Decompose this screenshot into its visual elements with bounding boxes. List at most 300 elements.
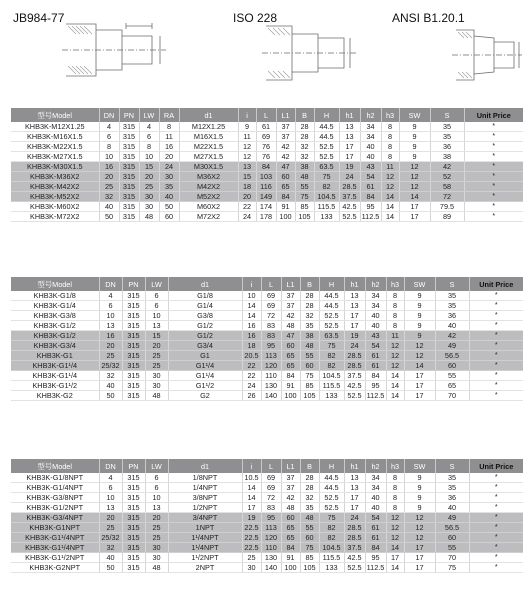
value-cell: 24 xyxy=(339,172,360,182)
value-cell: 12 xyxy=(386,523,404,533)
value-cell: 42.5 xyxy=(344,381,365,391)
column-header: H xyxy=(319,459,344,473)
value-cell: G1/2 xyxy=(168,331,242,341)
value-cell: G3/4 xyxy=(168,341,242,351)
table-row xyxy=(11,533,523,543)
value-cell: 315 xyxy=(122,553,145,563)
value-cell: 130 xyxy=(261,381,281,391)
value-cell: 315 xyxy=(119,132,139,142)
value-cell: 69 xyxy=(261,473,281,483)
value-cell: 32 xyxy=(295,142,314,152)
spec-table-g-thread xyxy=(11,277,523,401)
value-cell: 315 xyxy=(122,503,145,513)
value-cell: 315 xyxy=(122,493,145,503)
value-cell: 84 xyxy=(281,371,300,381)
table-row xyxy=(11,331,523,341)
value-cell: 315 xyxy=(122,301,145,311)
value-cell: M72X2 xyxy=(179,212,238,222)
column-header: Unit Price xyxy=(464,108,523,122)
value-cell: M16X1.5 xyxy=(179,132,238,142)
value-cell: 1NPT xyxy=(168,523,242,533)
value-cell: 28 xyxy=(300,291,319,301)
value-cell: 315 xyxy=(122,533,145,543)
value-cell: 84 xyxy=(360,192,381,202)
column-header: d1 xyxy=(168,459,242,473)
value-cell: 13 xyxy=(145,503,168,513)
value-cell: 4 xyxy=(99,291,122,301)
value-cell: 14 xyxy=(386,371,404,381)
value-cell: 12 xyxy=(386,361,404,371)
model-cell: KHB3K-G1¹/4NPT xyxy=(11,543,99,553)
value-cell: 54 xyxy=(365,513,386,523)
value-cell: 40 xyxy=(159,192,179,202)
value-cell: 8 xyxy=(381,132,399,142)
value-cell: 116 xyxy=(256,182,276,192)
value-cell: 12 xyxy=(238,152,256,162)
value-cell: 37 xyxy=(276,122,295,132)
value-cell: 133 xyxy=(319,391,344,401)
column-header: B xyxy=(300,277,319,291)
table-row xyxy=(11,523,523,533)
column-header: h3 xyxy=(386,277,404,291)
value-cell: 60 xyxy=(300,361,319,371)
value-cell: 14 xyxy=(404,361,435,371)
value-cell: 14 xyxy=(242,311,261,321)
value-cell: M36X2 xyxy=(179,172,238,182)
column-header: LW xyxy=(145,459,168,473)
column-header: h1 xyxy=(344,277,365,291)
value-cell: 63.5 xyxy=(314,162,339,172)
value-cell: 315 xyxy=(122,321,145,331)
value-cell: 8 xyxy=(381,122,399,132)
value-cell: 16 xyxy=(99,162,119,172)
price-cell: * xyxy=(469,543,523,553)
value-cell: 315 xyxy=(119,202,139,212)
value-cell: 28 xyxy=(300,301,319,311)
value-cell: 112.5 xyxy=(361,212,380,221)
price-cell: * xyxy=(469,321,523,331)
value-cell: 25 xyxy=(99,523,122,533)
column-header: DN xyxy=(99,277,122,291)
value-cell: 34 xyxy=(365,301,386,311)
value-cell: 15 xyxy=(145,331,168,341)
value-cell: 60 xyxy=(300,533,319,543)
price-cell: * xyxy=(469,331,523,341)
value-cell: 12 xyxy=(404,351,435,361)
value-cell: 104.5 xyxy=(314,192,339,202)
value-cell: 17 xyxy=(242,503,261,513)
value-cell: M12X1.25 xyxy=(179,122,238,132)
value-cell: 100 xyxy=(281,391,300,401)
value-cell: 84 xyxy=(256,162,276,172)
table-row xyxy=(11,321,523,331)
value-cell: 65 xyxy=(276,182,295,192)
value-cell: 12 xyxy=(386,351,404,361)
value-cell: 1¹/4NPT xyxy=(168,543,242,553)
value-cell: 315 xyxy=(122,361,145,371)
price-cell: * xyxy=(469,483,523,493)
value-cell: 44.5 xyxy=(319,291,344,301)
value-cell: 19 xyxy=(339,162,360,172)
value-cell: 48 xyxy=(300,513,319,523)
column-header: 型号Model xyxy=(11,459,99,473)
value-cell: 3/8NPT xyxy=(168,493,242,503)
model-cell: KHB3K-G2NPT xyxy=(11,563,99,573)
price-cell: * xyxy=(464,122,523,132)
value-cell: 32 xyxy=(300,493,319,503)
value-cell: 30 xyxy=(242,563,261,573)
value-cell: 42.5 xyxy=(344,553,365,563)
value-cell: 85 xyxy=(295,202,314,212)
price-cell: * xyxy=(464,192,523,202)
value-cell: 11 xyxy=(159,132,179,142)
value-cell: 85 xyxy=(300,553,319,563)
value-cell: 18 xyxy=(242,341,261,351)
value-cell: 69 xyxy=(256,132,276,142)
value-cell: 12 xyxy=(381,172,399,182)
value-cell: 55 xyxy=(435,543,469,553)
column-header: Unit Price xyxy=(469,277,523,291)
value-cell: 61 xyxy=(365,523,386,533)
value-cell: 16 xyxy=(99,331,122,341)
column-header: L1 xyxy=(276,108,295,122)
column-header: 型号Model xyxy=(11,277,99,291)
column-header: h2 xyxy=(365,277,386,291)
value-cell: 17 xyxy=(404,543,435,553)
model-cell: KHB3K-M42X2 xyxy=(11,182,99,192)
value-cell: 63.5 xyxy=(319,331,344,341)
value-cell: 14 xyxy=(242,483,261,493)
value-cell: 60 xyxy=(435,361,469,371)
value-cell: 52 xyxy=(430,172,464,182)
table-row xyxy=(11,122,523,132)
column-header: B xyxy=(295,108,314,122)
value-cell: 12 xyxy=(404,523,435,533)
value-cell: 12 xyxy=(404,341,435,351)
value-cell: 12 xyxy=(399,162,430,172)
value-cell: 140 xyxy=(261,391,281,401)
value-cell: 10.5 xyxy=(242,473,261,483)
value-cell: 40 xyxy=(99,381,122,391)
value-cell: 19 xyxy=(344,331,365,341)
column-header: PN xyxy=(119,108,139,122)
value-cell: 13 xyxy=(99,503,122,513)
value-cell: 95 xyxy=(365,381,386,391)
value-cell: 24 xyxy=(344,341,365,351)
value-cell: 315 xyxy=(119,212,139,222)
value-cell: 9 xyxy=(399,132,430,142)
value-cell: 14 xyxy=(386,381,404,391)
value-cell: 40 xyxy=(365,311,386,321)
value-cell: 100 xyxy=(281,563,300,573)
model-cell: KHB3K-G1¹/2 xyxy=(11,381,99,391)
value-cell: 85 xyxy=(300,381,319,391)
value-cell: 36 xyxy=(430,142,464,152)
value-cell: 1/2NPT xyxy=(168,503,242,513)
value-cell: 61 xyxy=(365,351,386,361)
price-cell: * xyxy=(464,172,523,182)
value-cell: 54 xyxy=(365,341,386,351)
column-header: i xyxy=(242,459,261,473)
model-cell: KHB3K-G1¹/2NPT xyxy=(11,553,99,563)
value-cell: 95 xyxy=(261,513,281,523)
value-cell: 30 xyxy=(145,381,168,391)
value-cell: 42.5 xyxy=(339,202,360,212)
value-cell: 9 xyxy=(404,503,435,513)
table-row xyxy=(11,132,523,142)
price-cell: * xyxy=(469,341,523,351)
value-cell: 13 xyxy=(339,122,360,132)
value-cell: 1¹/4NPT xyxy=(168,533,242,543)
value-cell: 52.5 xyxy=(319,493,344,503)
value-cell: 83 xyxy=(261,503,281,513)
value-cell: 10 xyxy=(139,152,159,162)
price-cell: * xyxy=(469,361,523,371)
value-cell: 28 xyxy=(295,132,314,142)
price-cell: * xyxy=(469,351,523,361)
value-cell: G1¹/4 xyxy=(168,361,242,371)
value-cell: 2NPT xyxy=(168,563,242,573)
value-cell: 22.5 xyxy=(242,543,261,553)
value-cell: 25 xyxy=(145,523,168,533)
value-cell: 22.5 xyxy=(242,523,261,533)
value-cell: 17 xyxy=(399,212,430,222)
value-cell: 8 xyxy=(381,152,399,162)
value-cell: 25 xyxy=(99,182,119,192)
value-cell: 20 xyxy=(99,172,119,182)
value-cell: 37 xyxy=(281,483,300,493)
value-cell: 84 xyxy=(365,371,386,381)
value-cell: 20 xyxy=(99,341,122,351)
value-cell: 79.5 xyxy=(430,202,464,212)
column-header: Unit Price xyxy=(469,459,523,473)
model-cell: KHB3K-G1/2 xyxy=(11,321,99,331)
value-cell: 18 xyxy=(238,182,256,192)
value-cell: 69 xyxy=(261,301,281,311)
value-cell: 91 xyxy=(276,202,295,212)
value-cell: 315 xyxy=(122,543,145,553)
value-cell: 13 xyxy=(339,132,360,142)
value-cell: G1¹/2 xyxy=(168,381,242,391)
model-cell: KHB3K-G2 xyxy=(11,391,99,401)
value-cell: 55 xyxy=(300,523,319,533)
value-cell: M22X1.5 xyxy=(179,142,238,152)
price-cell: * xyxy=(469,523,523,533)
value-cell: 37 xyxy=(281,301,300,311)
value-cell: 72 xyxy=(430,192,464,202)
value-cell: 14 xyxy=(399,192,430,202)
table-header-row xyxy=(11,108,523,122)
column-header: d1 xyxy=(168,277,242,291)
value-cell: 28 xyxy=(295,122,314,132)
price-cell: * xyxy=(469,533,523,543)
value-cell: 13 xyxy=(344,301,365,311)
value-cell: 54 xyxy=(360,172,381,182)
value-cell: 113 xyxy=(261,523,281,533)
value-cell: 9 xyxy=(404,473,435,483)
table-row xyxy=(11,162,523,172)
value-cell: 69 xyxy=(261,483,281,493)
value-cell: 34 xyxy=(360,132,381,142)
table-row xyxy=(11,291,523,301)
value-cell: 105 xyxy=(300,391,319,401)
value-cell: 12 xyxy=(238,142,256,152)
column-header: PN xyxy=(122,277,145,291)
value-cell: 40 xyxy=(99,553,122,563)
value-cell: 115.5 xyxy=(314,202,339,212)
price-cell: * xyxy=(469,391,523,401)
value-cell: 35 xyxy=(435,483,469,493)
value-cell: 52.5 xyxy=(314,142,339,152)
value-cell: 12 xyxy=(399,172,430,182)
value-cell: 84 xyxy=(281,543,300,553)
column-header: L xyxy=(261,459,281,473)
table-row xyxy=(11,371,523,381)
table-row xyxy=(11,361,523,371)
thread-drawing-ansi xyxy=(452,22,524,88)
price-cell: * xyxy=(469,291,523,301)
value-cell: 14 xyxy=(381,202,399,212)
value-cell: 17 xyxy=(344,321,365,331)
value-cell: 16 xyxy=(242,331,261,341)
price-cell: * xyxy=(469,513,523,523)
model-cell: KHB3K-G1/8 xyxy=(11,291,99,301)
value-cell: 32 xyxy=(99,543,122,553)
value-cell: 34 xyxy=(365,483,386,493)
value-cell: 17 xyxy=(344,311,365,321)
value-cell: 28 xyxy=(300,483,319,493)
value-cell: 22.5 xyxy=(242,533,261,543)
value-cell: 32 xyxy=(99,192,119,202)
value-cell: 42 xyxy=(281,311,300,321)
value-cell: 9 xyxy=(399,122,430,132)
model-cell: KHB3K-G3/8 xyxy=(11,311,99,321)
value-cell: 25 xyxy=(145,361,168,371)
value-cell: 35 xyxy=(159,182,179,192)
value-cell: 8 xyxy=(386,321,404,331)
value-cell: 10 xyxy=(99,152,119,162)
model-cell: KHB3K-G3/8NPT xyxy=(11,493,99,503)
model-cell: KHB3K-M52X2 xyxy=(11,192,99,202)
value-cell: M60X2 xyxy=(179,202,238,212)
value-cell: 35 xyxy=(300,503,319,513)
value-cell: 8 xyxy=(386,503,404,513)
value-cell: 42 xyxy=(276,142,295,152)
value-cell: 35 xyxy=(435,291,469,301)
value-cell: 112.5 xyxy=(366,391,385,400)
value-cell: 17 xyxy=(399,202,430,212)
value-cell: 315 xyxy=(122,381,145,391)
value-cell: 17 xyxy=(404,553,435,563)
value-cell: 37 xyxy=(281,473,300,483)
value-cell: 6 xyxy=(145,483,168,493)
value-cell: 14 xyxy=(381,212,399,222)
value-cell: 37.5 xyxy=(339,192,360,202)
value-cell: 10 xyxy=(99,493,122,503)
value-cell: 104.5 xyxy=(319,371,344,381)
model-cell: KHB3K-M27X1.5 xyxy=(11,152,99,162)
value-cell: 52.5 xyxy=(319,311,344,321)
value-cell: 9 xyxy=(404,483,435,493)
model-cell: KHB3K-M72X2 xyxy=(11,212,99,222)
value-cell: 315 xyxy=(122,391,145,401)
price-cell: * xyxy=(464,142,523,152)
value-cell: 30 xyxy=(145,543,168,553)
value-cell: 44.5 xyxy=(314,132,339,142)
spec-table-npt-thread xyxy=(11,459,523,573)
value-cell: 110 xyxy=(261,543,281,553)
value-cell: 17 xyxy=(404,371,435,381)
column-header: PN xyxy=(122,459,145,473)
value-cell: 52.5 xyxy=(319,321,344,331)
column-header: RA xyxy=(159,108,179,122)
value-cell: 315 xyxy=(122,341,145,351)
column-header: h3 xyxy=(381,108,399,122)
value-cell: 315 xyxy=(122,291,145,301)
value-cell: 8 xyxy=(386,483,404,493)
value-cell: 55 xyxy=(295,182,314,192)
value-cell: 10 xyxy=(145,493,168,503)
value-cell: 14 xyxy=(386,543,404,553)
value-cell: 25/32 xyxy=(99,361,122,371)
value-cell: 20 xyxy=(99,513,122,523)
value-cell: 48 xyxy=(295,172,314,182)
price-cell: * xyxy=(469,381,523,391)
table-row xyxy=(11,473,523,483)
value-cell: 6 xyxy=(139,132,159,142)
column-header: B xyxy=(300,459,319,473)
value-cell: 24 xyxy=(344,513,365,523)
value-cell: 28.5 xyxy=(344,351,365,361)
column-header: S xyxy=(435,459,469,473)
spec-table-metric xyxy=(11,108,523,222)
value-cell: 52.5 xyxy=(314,152,339,162)
value-cell: 133 xyxy=(314,212,339,222)
value-cell: 315 xyxy=(122,371,145,381)
model-cell: KHB3K-G1¹/4 xyxy=(11,361,99,371)
value-cell: 65 xyxy=(281,533,300,543)
value-cell: M42X2 xyxy=(179,182,238,192)
value-cell: 16 xyxy=(242,321,261,331)
value-cell: 4 xyxy=(139,122,159,132)
value-cell: 113 xyxy=(261,351,281,361)
model-cell: KHB3K-G1/2NPT xyxy=(11,503,99,513)
value-cell: 315 xyxy=(119,172,139,182)
value-cell: 37.5 xyxy=(344,543,365,553)
value-cell: 48 xyxy=(281,503,300,513)
table-row xyxy=(11,351,523,361)
value-cell: 25 xyxy=(145,351,168,361)
value-cell: 36 xyxy=(435,493,469,503)
price-cell: * xyxy=(469,503,523,513)
value-cell: 8 xyxy=(159,122,179,132)
value-cell: 17 xyxy=(404,391,435,401)
value-cell: 9 xyxy=(404,493,435,503)
value-cell: 9 xyxy=(404,301,435,311)
model-cell: KHB3K-G1¹/4NPT xyxy=(11,533,99,543)
value-cell: 8 xyxy=(386,291,404,301)
column-header: i xyxy=(238,108,256,122)
column-header: L1 xyxy=(281,277,300,291)
value-cell: 112.5 xyxy=(366,563,385,572)
value-cell: 315 xyxy=(119,192,139,202)
column-header: d1 xyxy=(179,108,238,122)
model-cell: KHB3K-G3/4 xyxy=(11,341,99,351)
column-header: L xyxy=(261,277,281,291)
table-row xyxy=(11,341,523,351)
model-cell: KHB3K-G1/4 xyxy=(11,301,99,311)
value-cell: 34 xyxy=(360,122,381,132)
